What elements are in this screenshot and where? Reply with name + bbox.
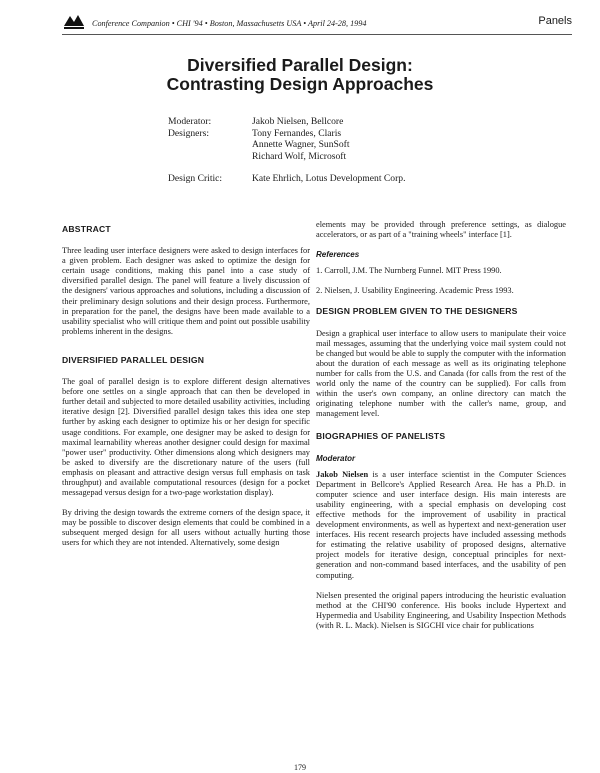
moderator-name: Jakob Nielsen, Bellcore bbox=[252, 116, 344, 127]
designer-names bbox=[252, 128, 350, 163]
diversified-heading: DIVERSIFIED PARALLEL DESIGN bbox=[62, 354, 205, 365]
designer-2: Annette Wagner, SunSoft bbox=[252, 139, 350, 151]
title-line-1: Diversified Parallel Design: bbox=[187, 55, 413, 75]
title-line-2: Contrasting Design Approaches bbox=[166, 74, 434, 94]
moderator-row bbox=[168, 116, 405, 128]
critic-row bbox=[168, 173, 405, 185]
page-number: 179 bbox=[294, 763, 306, 772]
designers-role: Designers: bbox=[168, 127, 210, 139]
paper-title bbox=[0, 56, 600, 94]
reference-2: 2. Nielsen, J. Usability Engineering. Academic Press 1993. bbox=[316, 286, 514, 296]
critic-name: Kate Ehrlich, Lotus Development Corp. bbox=[252, 173, 406, 185]
diversified-para-2: By driving the design towards the extreme corners of the design space, it may be possible to discover design elements that could be combined in a subsequent merged design for all users without actually hurting those users for which they are not intended. Alternatively, some design bbox=[62, 508, 310, 548]
running-header bbox=[62, 12, 572, 35]
chi-logo-icon bbox=[62, 12, 86, 30]
section-label: Panels bbox=[538, 15, 572, 27]
bio-name: Jakob Nielsen bbox=[316, 469, 369, 479]
critic-role: Design Critic: bbox=[168, 173, 223, 185]
abstract-body: Three leading user interface designers were asked to design interfaces for a given problem. Each designer was asked to optimize the design for certain usage conditions, making this panel into a case study of diversified parallel design. The panel will feature a lively discussion of the designers' various approaches and solutions, including a discussion of their preliminary design solutions and their design process. Furthermore, in preparation for the panel, the designs have been made available to a usability specialist who will critique them and point out possible usability problems inherent in the designs. bbox=[62, 246, 310, 336]
bios-heading: BIOGRAPHIES OF PANELISTS bbox=[316, 431, 446, 442]
designers-row bbox=[168, 128, 405, 163]
moderator-role: Moderator: bbox=[168, 116, 212, 127]
panel-roster bbox=[168, 116, 405, 185]
designer-1: Tony Fernandes, Claris bbox=[252, 127, 342, 139]
bio-para-1 bbox=[316, 470, 566, 581]
references-heading: References bbox=[316, 250, 360, 260]
right-column bbox=[316, 220, 566, 641]
running-head-text: Conference Companion • CHI '94 • Boston, Massachusetts USA • April 24-28, 1994 bbox=[92, 19, 367, 28]
bio-text: is a user interface scientist in the Computer Sciences Department in Bellcore's Applied Research Area. He has a Ph.D. in computer science and user interface design. His main interests are usability engineering, with a special emphasis on developing cost effective methods for the improvement of usability in practical development environments, as well as hypertext and next-generation user interfaces. His recent research projects have included assessing methods for estimating the relative usability of proposed designs, alternative project models for iterative design, conceptual principles for next-generation and non-command based interfaces, and the usability of pen computing. bbox=[316, 469, 566, 580]
left-column bbox=[62, 224, 310, 559]
continuation-text: elements may be provided through preference settings, as dialogue accelerators, or as part of a "training wheels" interface [1]. bbox=[316, 220, 566, 240]
problem-heading: DESIGN PROBLEM GIVEN TO THE DESIGNERS bbox=[316, 306, 518, 317]
designer-3: Richard Wolf, Microsoft bbox=[252, 150, 347, 162]
moderator-subheading: Moderator bbox=[316, 453, 356, 463]
reference-1: 1. Carroll, J.M. The Nurnberg Funnel. MIT Press 1990. bbox=[316, 266, 502, 276]
diversified-para-1: The goal of parallel design is to explore different design alternatives before one settles on a single approach that can then be developed in further detail and subjected to more detailed usability activities, including iterative design [2]. Diversified parallel design takes this idea one step further by asking each designer to optimize his or her design for specific usage conditions. For example, one designer may be asked to design for maximal learnability whereas another designer could design for maximal "power user" productivity. Other dimensions along which designers may be asked to diversify are the discretionary nature of the users (full emphasis on pleasant and attractive design versus full emphasis on task throughput) and available computational resources (design for a pocket messagepad versus design for a two-page workstation display). bbox=[62, 377, 310, 498]
problem-body: Design a graphical user interface to allow users to manipulate their voice mail messages, assuming that the underlying voice mail system could not be changed but would be able to supply the computer with the information about the duration of each message as well as its originating telephone number for calls from the U.S. and Canada (for calls from the rest of the world only the name of the country can be supplied). For calls from within the user's own company, an online directory can match the originating telephone number with the caller's name, group, and management level. bbox=[316, 328, 566, 419]
abstract-heading: ABSTRACT bbox=[62, 224, 111, 234]
bio-para-2: Nielsen presented the original papers introducing the heuristic evaluation method at the CHI'90 conference. His books include Hypertext and Hypermedia and Usability Engineering, and Usability Inspection Methods (with R. L. Mack). Nielsen is SIGCHI vice chair for publications bbox=[316, 590, 566, 630]
